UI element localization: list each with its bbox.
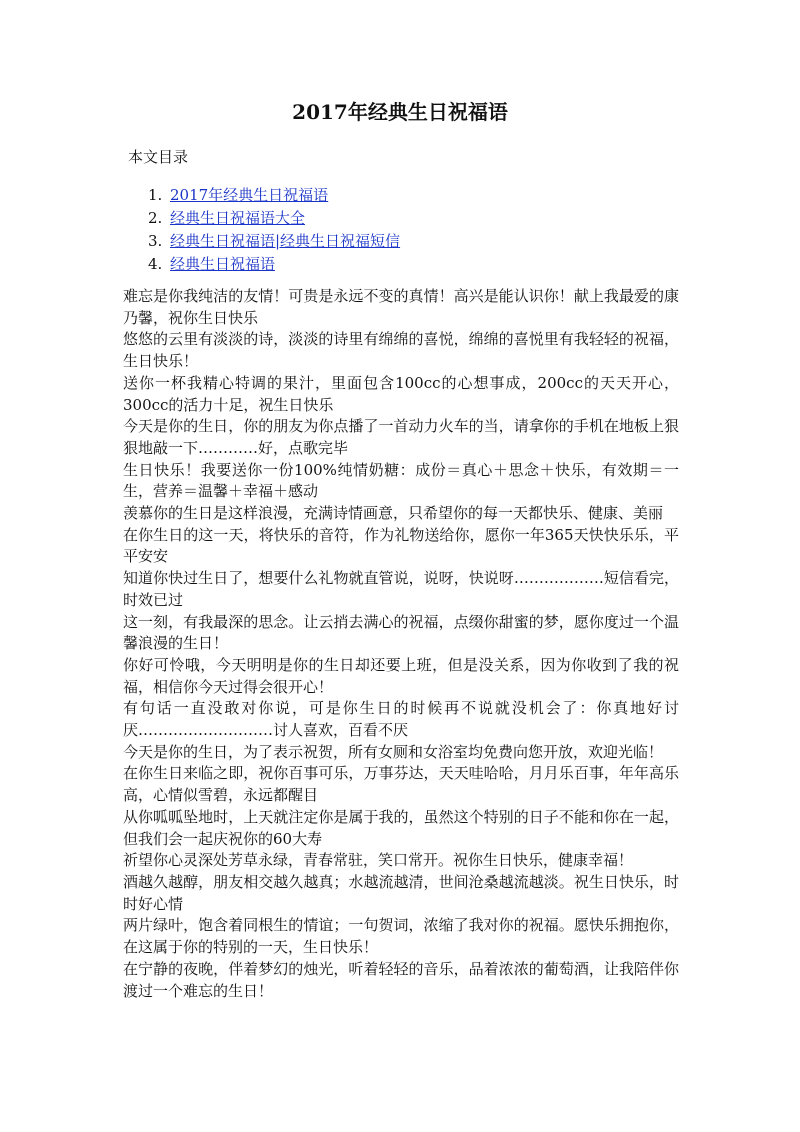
paragraph: 知道你快过生日了，想要什么礼物就直管说，说呀，快说呀………………短信看完，时效已过 xyxy=(123,569,679,609)
toc-link-1[interactable]: 2017年经典生日祝福语 xyxy=(170,186,329,204)
paragraph: 有句话一直没敢对你说，可是你生日的时候再不说就没机会了：你真地好讨厌………………………讨人喜欢，百看不厌 xyxy=(123,699,679,740)
toc-item xyxy=(148,207,400,230)
toc-number: 1. xyxy=(148,186,163,204)
toc-number: 3. xyxy=(148,232,163,250)
toc-link-3[interactable]: 经典生日祝福语|经典生日祝福短信 xyxy=(170,232,401,250)
paragraph: 今天是你的生日，为了表示祝贺，所有女厕和女浴室均免费向您开放，欢迎光临！ xyxy=(123,742,664,761)
toc-item xyxy=(148,253,400,276)
paragraph: 从你呱呱坠地时，上天就注定你是属于我的，虽然这个特别的日子不能和你在一起，但我们会一起庆祝你的60大寿 xyxy=(123,807,679,848)
toc-item xyxy=(148,184,400,207)
paragraph: 这一刻，有我最深的思念。让云捎去满心的祝福，点缀你甜蜜的梦，愿你度过一个温馨浪漫的生日！ xyxy=(123,612,679,653)
paragraph: 悠悠的云里有淡淡的诗，淡淡的诗里有绵绵的喜悦，绵绵的喜悦里有我轻轻的祝福，生日快乐！ xyxy=(123,330,679,371)
toc-label: 本文目录 xyxy=(128,148,189,166)
paragraph: 祈望你心灵深处芳草永绿，青春常驻，笑口常开。祝你生日快乐，健康幸福！ xyxy=(123,851,634,870)
toc-link-2[interactable]: 经典生日祝福语大全 xyxy=(170,209,306,227)
paragraph: 你好可怜哦，今天明明是你的生日却还要上班，但是没关系，因为你收到了我的祝福，相信你今天过得会很开心！ xyxy=(123,655,679,696)
paragraph: 难忘是你我纯洁的友情！可贵是永远不变的真情！高兴是能认识你！献上我最爱的康乃馨，祝你生日快乐 xyxy=(123,287,679,327)
paragraph: 在宁静的夜晚，伴着梦幻的烛光，听着轻轻的音乐，品着浓浓的葡萄酒，让我陪伴你渡过一个难忘的生日！ xyxy=(123,959,679,1000)
paragraph: 两片绿叶，饱含着同根生的情谊；一句贺词，浓缩了我对你的祝福。愿快乐拥抱你，在这属于你的特别的一天，生日快乐！ xyxy=(123,916,679,957)
paragraph: 酒越久越醇，朋友相交越久越真；水越流越清，世间沧桑越流越淡。祝生日快乐，时时好心情 xyxy=(123,872,679,913)
paragraph: 今天是你的生日，你的朋友为你点播了一首动力火车的当，请拿你的手机在地板上狠狠地敲一下…………好，点歌完毕 xyxy=(123,417,679,457)
table-of-contents xyxy=(148,184,400,276)
toc-number: 4. xyxy=(148,255,163,273)
page-title: 2017年经典生日祝福语 xyxy=(292,100,508,124)
paragraph: 送你一杯我精心特调的果汁，里面包含100cc的心想事成，200cc的天天开心，300cc的活力十足，祝生日快乐 xyxy=(123,373,679,414)
toc-link-4[interactable]: 经典生日祝福语 xyxy=(170,255,276,273)
paragraph: 羡慕你的生日是这样浪漫，充满诗情画意，只希望你的每一天都快乐、健康、美丽 xyxy=(123,504,664,523)
paragraph: 在你生日来临之即，祝你百事可乐，万事芬达，天天哇哈哈，月月乐百事，年年高乐高，心情似雪碧，永远都醒目 xyxy=(123,764,679,805)
paragraph: 生日快乐！我要送你一份100%纯情奶糖：成份＝真心＋思念＋快乐，有效期＝一生，营养＝温馨＋幸福＋感动 xyxy=(123,460,679,501)
toc-number: 2. xyxy=(148,209,163,227)
paragraph: 在你生日的这一天，将快乐的音符，作为礼物送给你，愿你一年365天快快乐乐，平平安安 xyxy=(123,525,679,566)
body-text xyxy=(123,286,679,1002)
toc-item xyxy=(148,230,400,253)
